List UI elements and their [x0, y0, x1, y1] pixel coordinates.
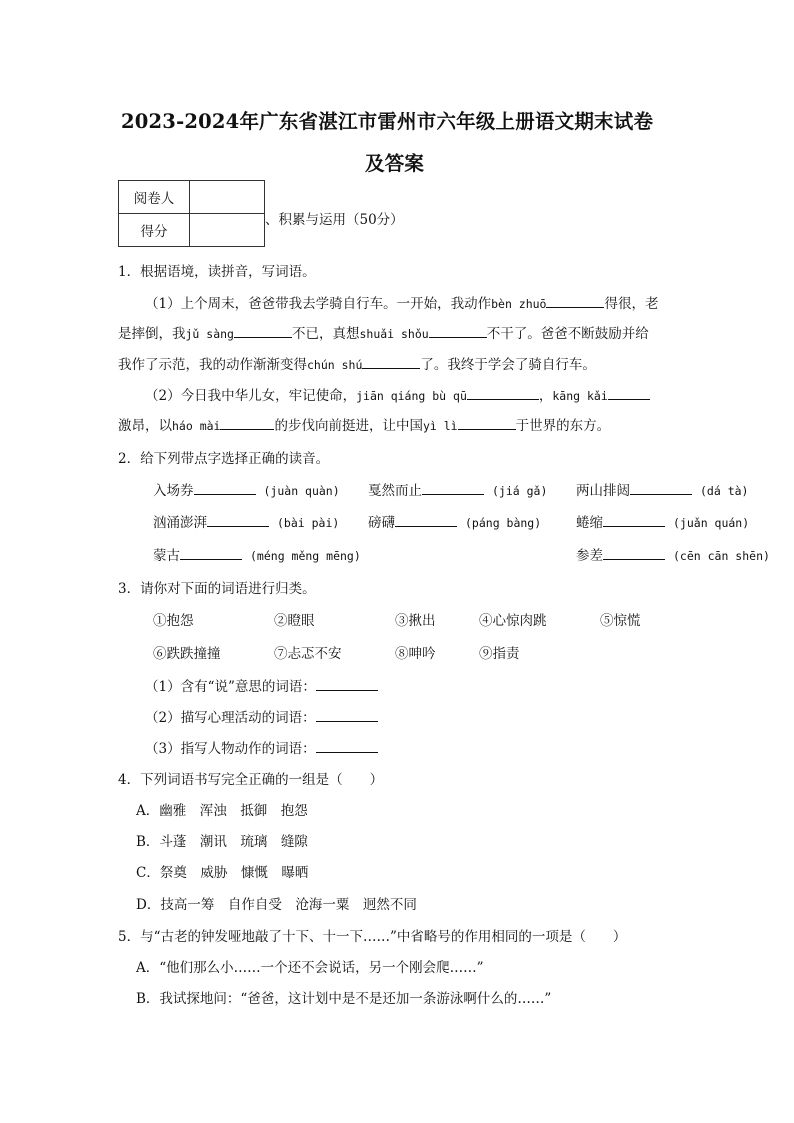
q2-word: 蒙古: [153, 548, 180, 564]
text: （1）含有“说”意思的词语：: [145, 679, 316, 695]
q3-word: ⑦忐忑不安: [274, 646, 342, 662]
q1-p1-line2: [118, 322, 649, 342]
reviewer-label: 阅卷人: [119, 181, 190, 214]
answer-blank[interactable]: [458, 415, 516, 430]
q5-option-a[interactable]: A．“他们那么小……一个还不会说话，另一个刚会爬……”: [136, 960, 484, 976]
answer-blank[interactable]: [546, 293, 604, 308]
q2-options: (jiá gǎ): [492, 484, 548, 498]
text: 激昂，以: [118, 418, 172, 434]
answer-blank[interactable]: [194, 480, 256, 495]
pinyin: chún shú: [307, 358, 363, 372]
text: 了。我终于学会了骑自行车。: [420, 357, 596, 373]
q3-word: ⑧呻吟: [395, 646, 436, 662]
q2-item: [576, 544, 770, 564]
answer-blank[interactable]: [220, 415, 274, 430]
page-title-continued: 及答案: [365, 152, 425, 175]
q2-item: [576, 511, 749, 531]
q2-options: (cēn cān shēn): [673, 549, 770, 563]
q1-p2-line2: [118, 414, 610, 434]
q2-item: [368, 479, 547, 499]
q2-item: [153, 511, 339, 531]
text: 是摔倒，我: [118, 326, 186, 342]
text: 不已，真想: [291, 326, 360, 342]
q4-option-c[interactable]: C．祭奠 威胁 慷慨 曝晒: [136, 865, 309, 881]
pinyin: jiān qiáng bù qū: [356, 389, 467, 403]
q3-word: ⑥跌跌撞撞: [153, 646, 221, 662]
pinyin: jǔ sàng: [185, 327, 234, 341]
q4-option-d[interactable]: D．技高一筹 自作自受 沧海一粟 迥然不同: [136, 897, 417, 913]
q4-stem: 4．下列词语书写完全正确的一组是（ ）: [118, 772, 384, 788]
q3-sub3: [145, 737, 378, 757]
text: （1）上个周末，爸爸带我去学骑自行车。一开始，我动作: [145, 296, 492, 312]
text: 的步伐向前挺进，让中国: [274, 418, 423, 434]
answer-blank[interactable]: [608, 385, 650, 400]
text: 于世界的东方。: [515, 418, 611, 434]
q2-word: 入场券: [153, 483, 194, 499]
answer-blank[interactable]: [316, 707, 378, 722]
q1-p1-line3: [118, 353, 596, 373]
q4-option-b[interactable]: B．斗蓬 潮讯 琉璃 缝隙: [136, 834, 308, 850]
text: 不干了。爸爸不断鼓励并给: [486, 326, 649, 342]
q2-word: 两山排闼: [576, 483, 630, 499]
text: （2）今日我中华儿女，牢记使命，: [145, 388, 357, 404]
answer-blank[interactable]: [180, 545, 242, 560]
q2-word: 蜷缩: [576, 515, 603, 531]
q2-item: [153, 544, 361, 564]
q3-word: ④心惊肉跳: [479, 613, 547, 629]
answer-blank[interactable]: [316, 738, 378, 753]
text: 我作了示范，我的动作渐渐变得: [118, 357, 307, 373]
q2-word: 磅礴: [368, 515, 395, 531]
q5-stem: 5．与“古老的钟发哑地敲了十下、十一下……”中省略号的作用相同的一项是（ ）: [118, 929, 627, 945]
reviewer-cell: [190, 181, 265, 214]
answer-blank[interactable]: [395, 512, 457, 527]
q2-options: (juǎn quán): [673, 516, 750, 530]
pinyin: bèn zhuō: [491, 297, 547, 311]
answer-blank[interactable]: [316, 676, 378, 691]
q2-word: 汹涌澎湃: [153, 515, 207, 531]
pinyin: kāng kǎi: [552, 389, 608, 403]
section-heading: 、积累与运用（50分）: [265, 212, 404, 228]
q2-word: 参差: [576, 548, 603, 564]
pinyin: yì lì: [422, 419, 458, 433]
q3-sub2: [145, 706, 378, 726]
q3-word: ⑨指责: [479, 646, 520, 662]
score-label: 得分: [119, 214, 190, 247]
answer-blank[interactable]: [362, 354, 420, 369]
q2-options: (méng měng mēng): [250, 549, 361, 563]
answer-blank[interactable]: [630, 480, 692, 495]
text: ，: [538, 388, 553, 404]
answer-blank[interactable]: [603, 512, 665, 527]
q3-stem: 3．请你对下面的词语进行归类。: [118, 581, 316, 597]
q5-option-b[interactable]: B．我试探地问：“爸爸，这计划中是不是还加一条游泳啊什么的……”: [136, 991, 552, 1007]
text: （2）描写心理活动的词语：: [145, 710, 316, 726]
q1-p2-line1: [145, 384, 650, 404]
pinyin: shuǎi shǒu: [359, 327, 429, 341]
answer-blank[interactable]: [429, 323, 487, 338]
q2-word: 戛然而止: [368, 483, 422, 499]
q4-option-a[interactable]: A．幽雅 浑浊 抵御 抱怨: [136, 803, 308, 819]
q3-word: ①抱怨: [153, 613, 194, 629]
answer-blank[interactable]: [207, 512, 269, 527]
q2-options: (dá tà): [700, 484, 749, 498]
text: 得很，老: [604, 296, 659, 312]
score-table: [118, 180, 265, 247]
q3-word: ②瞪眼: [274, 613, 315, 629]
q1-p1-line1: [145, 292, 658, 312]
pinyin: háo mài: [172, 419, 221, 433]
q2-stem: 2．给下列带点字选择正确的读音。: [118, 451, 330, 467]
answer-blank[interactable]: [467, 385, 539, 400]
q3-sub1: [145, 675, 378, 695]
q3-word: ③揪出: [395, 613, 436, 629]
q3-word: ⑤惊慌: [600, 613, 641, 629]
page-title: 2023-2024年广东省湛江市雷州市六年级上册语文期末试卷: [121, 110, 654, 133]
score-cell: [190, 214, 265, 247]
answer-blank[interactable]: [422, 480, 484, 495]
answer-blank[interactable]: [603, 545, 665, 560]
q2-options: (bài pài): [277, 516, 340, 530]
text: （3）指写人物动作的词语：: [145, 741, 316, 757]
q2-options: (juàn quàn): [263, 484, 340, 498]
q2-item: [576, 479, 748, 499]
q2-item: [153, 479, 340, 499]
q2-options: (páng bàng): [465, 516, 542, 530]
q2-item: [368, 511, 541, 531]
answer-blank[interactable]: [234, 323, 292, 338]
q1-stem: 1．根据语境，读拼音，写词语。: [118, 264, 316, 280]
